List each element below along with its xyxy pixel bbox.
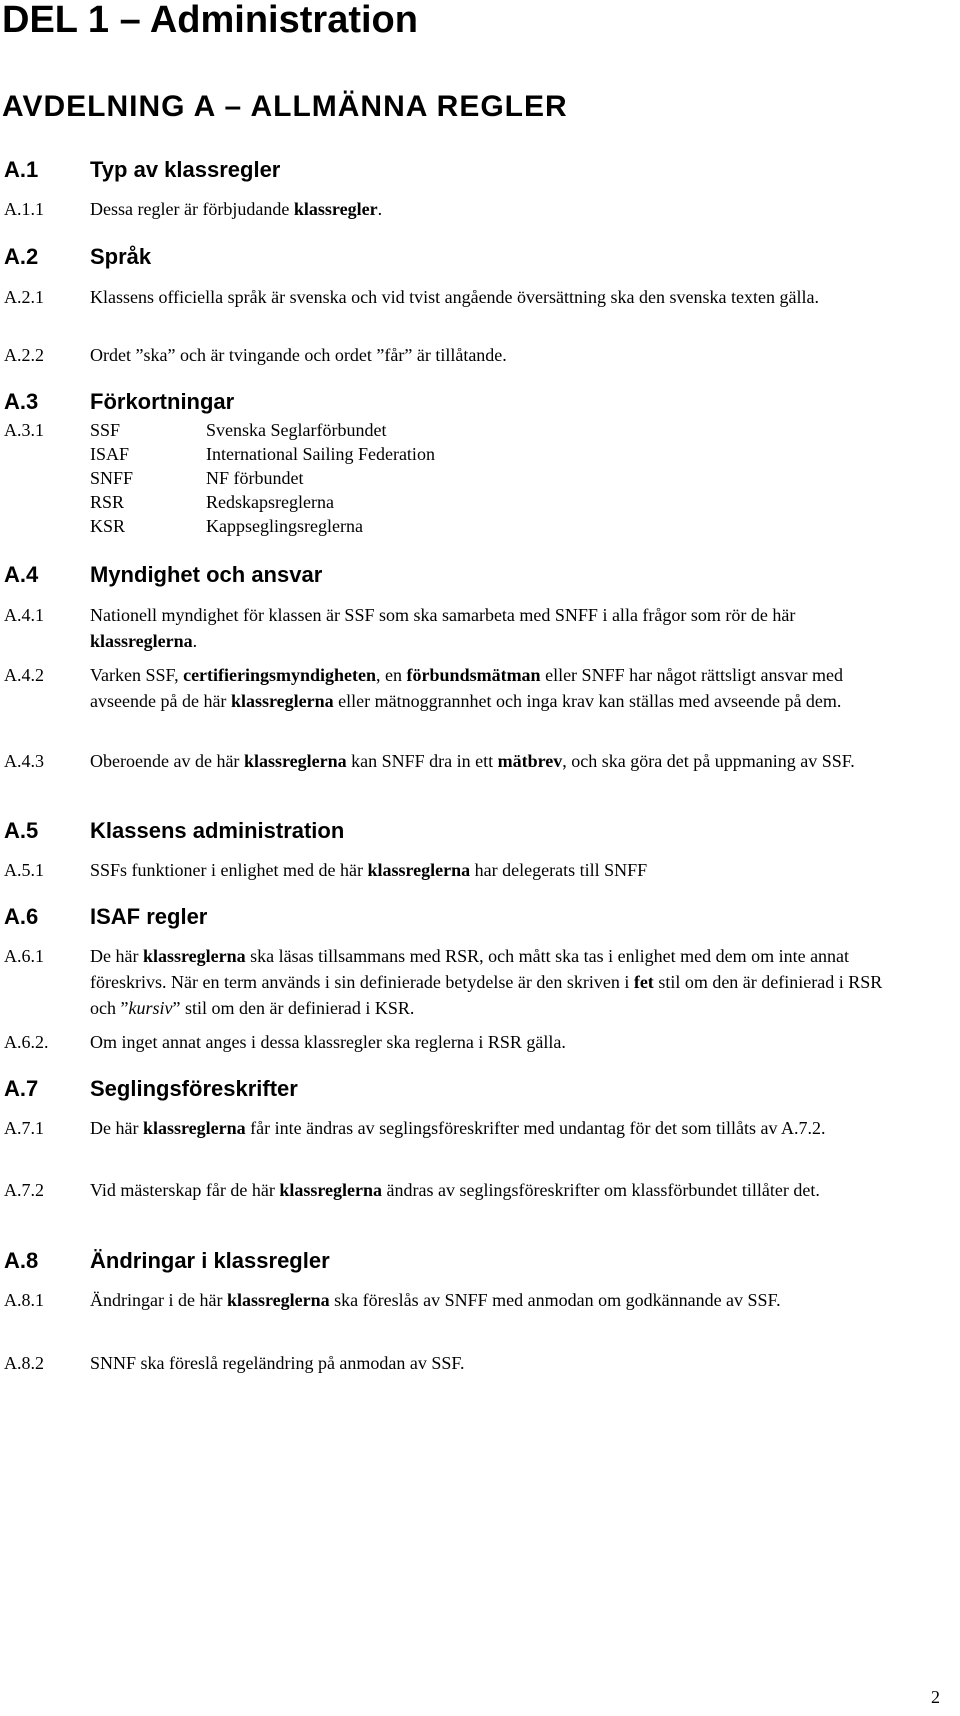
- rule-number: A.4.2: [4, 665, 44, 685]
- abbreviation: SSF: [90, 420, 121, 440]
- section-number: A.8: [4, 1248, 39, 1273]
- section-heading: Klassens administration: [90, 818, 345, 843]
- rule-number: A.1.1: [4, 199, 44, 219]
- rule-number: A.4.3: [4, 751, 44, 771]
- rule-text: SNNF ska föreslå regeländring på anmodan av SSF.: [90, 1353, 465, 1373]
- section-number: A.7: [4, 1076, 39, 1101]
- section-heading: Seglingsföreskrifter: [90, 1076, 298, 1101]
- rule-number: A.2.1: [4, 287, 44, 307]
- abbreviation-meaning: Kappseglingsreglerna: [206, 516, 363, 536]
- rule-text: De här klassreglerna ska läsas tillsammans med RSR, och mått ska tas i enlighet med dem om inte annat föreskrivs. När en term används i sin definierade betydelse är den skriven i fet stil om den är definierad i RSR och ”kursiv” stil om den är definierad i KSR.: [90, 946, 883, 1018]
- section-heading: Ändringar i klassregler: [90, 1248, 330, 1273]
- section-number: A.5: [4, 818, 39, 843]
- abbreviation: RSR: [90, 492, 125, 512]
- rule-number: A.2.2: [4, 345, 44, 365]
- abbreviation-meaning: International Sailing Federation: [206, 444, 435, 464]
- abbreviation: SNFF: [90, 468, 134, 488]
- rule-number: A.8.2: [4, 1353, 44, 1373]
- abbreviation: KSR: [90, 516, 126, 536]
- rule-number: A.6.2.: [4, 1032, 49, 1052]
- rule-text: SSFs funktioner i enlighet med de här klassreglerna har delegerats till SNFF: [90, 860, 648, 880]
- rule-number: A.8.1: [4, 1290, 44, 1310]
- rule-number: A.7.1: [4, 1118, 44, 1138]
- section-heading: Myndighet och ansvar: [90, 562, 323, 587]
- rule-number: A.7.2: [4, 1180, 44, 1200]
- rule-number: A.6.1: [4, 946, 44, 966]
- rule-text: Ändringar i de här klassreglerna ska föreslås av SNFF med anmodan om godkännande av SSF.: [90, 1290, 781, 1310]
- section-number: A.1: [4, 157, 39, 182]
- section-heading: Språk: [90, 244, 152, 269]
- rule-text: Oberoende av de här klassreglerna kan SNFF dra in ett mätbrev, och ska göra det på uppmaning av SSF.: [90, 751, 855, 771]
- rule-number: A.4.1: [4, 605, 44, 625]
- section-heading: Typ av klassregler: [90, 157, 281, 182]
- abbreviation: ISAF: [90, 444, 130, 464]
- abbreviation-meaning: Svenska Seglarförbundet: [206, 420, 387, 440]
- section-heading: ISAF regler: [90, 904, 208, 929]
- section-number: A.3: [4, 389, 39, 414]
- rule-text: Klassens officiella språk är svenska och vid tvist angående översättning ska den svenska texten gälla.: [90, 287, 819, 307]
- rule-text: Vid mästerskap får de här klassreglerna ändras av seglingsföreskrifter om klassförbundet tillåter det.: [90, 1180, 820, 1200]
- part-title: AVDELNING A – ALLMÄNNA REGLER: [2, 90, 568, 123]
- page-number: 2: [931, 1687, 940, 1707]
- section-number: A.2: [4, 244, 39, 269]
- rule-number: A.3.1: [4, 420, 44, 440]
- section-number: A.6: [4, 904, 39, 929]
- rule-text: Ordet ”ska” och är tvingande och ordet ”får” är tillåtande.: [90, 345, 507, 365]
- rule-text: Om inget annat anges i dessa klassregler ska reglerna i RSR gälla.: [90, 1032, 566, 1052]
- section-heading: Förkortningar: [90, 389, 235, 414]
- abbreviation-meaning: NF förbundet: [206, 468, 304, 488]
- rule-text: Nationell myndighet för klassen är SSF som ska samarbeta med SNFF i alla frågor som rör de här klassreglerna.: [90, 605, 796, 651]
- rule-text: Varken SSF, certifieringsmyndigheten, en förbundsmätman eller SNFF har något rättsligt ansvar med avseende på de här klassreglerna eller mätnoggrannhet och inga krav kan ställas med avseende på dem.: [90, 665, 844, 711]
- rule-number: A.5.1: [4, 860, 44, 880]
- section-number: A.4: [4, 562, 39, 587]
- abbreviation-meaning: Redskapsreglerna: [206, 492, 334, 512]
- rule-text: Dessa regler är förbjudande klassregler.: [90, 199, 383, 219]
- rule-text: De här klassreglerna får inte ändras av seglingsföreskrifter med undantag för det som tillåts av A.7.2.: [90, 1118, 826, 1138]
- document-title: DEL 1 – Administration: [2, 0, 418, 41]
